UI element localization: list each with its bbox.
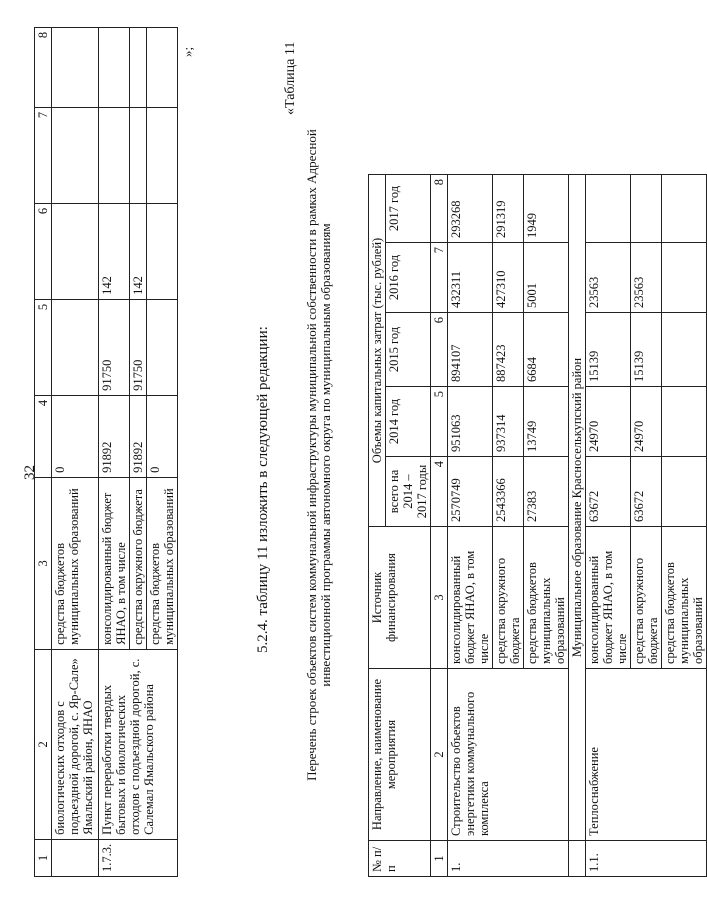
table-row (99, 27, 130, 876)
header-year: 2014 год (386, 387, 431, 457)
table-cell (662, 175, 707, 243)
table-row (586, 175, 631, 877)
table-cell: биологических отходов с подъездной дорогой, с. Яр-Сале» Ямальский район, ЯНАО (52, 649, 99, 839)
table-cell: 91750 (130, 299, 147, 395)
table-cell: 15139 (586, 313, 631, 387)
table-cell: средства бюджетов муниципальных образований (662, 527, 707, 669)
row-number: 1.1. (586, 841, 707, 877)
table-cell: 432311 (448, 243, 493, 313)
table-cell: 91892 (130, 395, 147, 477)
table-header-row (35, 27, 52, 876)
col-number: 1 (35, 839, 52, 876)
table-cell: 0 (147, 395, 178, 477)
table-cell (147, 299, 178, 395)
table-cell: 427310 (493, 243, 524, 313)
table-cell (52, 107, 99, 203)
table-cell (147, 27, 178, 107)
table-cell: средства окружного бюджета (493, 527, 524, 669)
municipality-name: Муниципальное образование Красноселькупский район (569, 175, 586, 841)
col-number: 3 (35, 477, 52, 649)
column-number-row (431, 175, 448, 877)
table-cell (662, 243, 707, 313)
table-cell: 1.7.3. (99, 839, 178, 876)
col-number: 5 (431, 387, 448, 457)
table-cell: 1949 (524, 175, 569, 243)
table-cell: 23563 (586, 243, 631, 313)
header-num: № п/п (369, 841, 431, 877)
table-cell: 293268 (448, 175, 493, 243)
col-number: 7 (431, 243, 448, 313)
header-year: 2017 год (386, 175, 431, 243)
header-volume: Объемы капитальных затрат (тыс. рублей) (369, 175, 386, 527)
table-cell: средства бюджетов муниципальных образований (52, 477, 99, 649)
table-cell: 23563 (631, 243, 662, 313)
table-cell (52, 299, 99, 395)
table-cell (569, 841, 586, 877)
table-cell: 2570749 (448, 457, 493, 527)
table-cell (130, 27, 147, 107)
table-cell: 142 (130, 203, 147, 299)
table-cell (586, 175, 631, 243)
table-11 (368, 174, 707, 877)
table-label: «Таблица 11 (283, 41, 298, 115)
header-year: 2016 год (386, 243, 431, 313)
municipality-row (569, 175, 586, 877)
table-cell (662, 313, 707, 387)
table-cell (52, 203, 99, 299)
table-cell: средства бюджетов муниципальных образований (524, 527, 569, 669)
col-number: 5 (35, 299, 52, 395)
col-number: 4 (35, 395, 52, 477)
table-cell (147, 203, 178, 299)
table-cell: 27383 (524, 457, 569, 527)
table-cell: 951063 (448, 387, 493, 457)
col-number: 7 (35, 107, 52, 203)
table-cell: 887423 (493, 313, 524, 387)
col-number: 6 (431, 313, 448, 387)
table-cell: 894107 (448, 313, 493, 387)
table-cell: 0 (52, 395, 99, 477)
continued-table (34, 27, 178, 877)
row-name: Теплоснабжение (586, 669, 707, 841)
table-cell (99, 27, 130, 107)
table-cell (52, 839, 99, 876)
table-cell: 15139 (631, 313, 662, 387)
row-number: 1. (448, 841, 569, 877)
table-header-row (369, 175, 386, 877)
table-cell: Пункт переработки твердых бытовых и биологических отходов с подъездной дорогой, с. Салемал Ямальского района (99, 649, 178, 839)
table-cell: средства бюджетов муниципальных образований (147, 477, 178, 649)
table-row (448, 175, 493, 877)
table-cell (662, 457, 707, 527)
table-cell: 142 (99, 203, 130, 299)
col-number: 1 (431, 841, 448, 877)
table-cell: консолидированный бюджет ЯНАО, в том числе (99, 477, 130, 649)
col-number: 3 (431, 527, 448, 669)
table-cell: 63672 (586, 457, 631, 527)
table-cell: 24970 (631, 387, 662, 457)
table-cell: 91892 (99, 395, 130, 477)
table-cell (631, 175, 662, 243)
table-cell: 291319 (493, 175, 524, 243)
col-number: 8 (35, 27, 52, 107)
table-cell: консолидированный бюджет ЯНАО, в том числе (586, 527, 631, 669)
closing-quote: »; (180, 46, 195, 57)
table-cell: 937314 (493, 387, 524, 457)
header-year: 2015 год (386, 313, 431, 387)
table-cell: 63672 (631, 457, 662, 527)
table-cell (130, 107, 147, 203)
page-number: 32 (22, 465, 38, 480)
table-cell: 91750 (99, 299, 130, 395)
header-source: Источник финансирования (369, 527, 431, 669)
header-total: всего на 2014 – 2017 годы (386, 457, 431, 527)
row-name: Строительство объектов энергетики коммунального комплекса (448, 669, 569, 841)
table-cell: средства окружного бюджета (130, 477, 147, 649)
col-number: 2 (431, 669, 448, 841)
table-cell: консолидированный бюджет ЯНАО, в том числе (448, 527, 493, 669)
table-cell: 5001 (524, 243, 569, 313)
table-row (52, 27, 99, 876)
table-cell (662, 387, 707, 457)
table-cell: 24970 (586, 387, 631, 457)
col-number: 2 (35, 649, 52, 839)
header-direction: Направление, наименование мероприятия (369, 669, 431, 841)
col-number: 8 (431, 175, 448, 243)
table-title: Перечень строек объектов систем коммунальной инфраструктуры муниципальной собственности в рамках Адресной инвестиционной программы автономного округа по муниципальным образованиям (304, 129, 333, 781)
table-cell (99, 107, 130, 203)
resolution-paragraph: 5.2.4. таблицу 11 изложить в следующей редакции: (255, 326, 271, 653)
table-cell: 13749 (524, 387, 569, 457)
table-cell: средства окружного бюджета (631, 527, 662, 669)
table-cell (52, 27, 99, 107)
col-number: 6 (35, 203, 52, 299)
col-number: 4 (431, 457, 448, 527)
table-cell (147, 107, 178, 203)
table-cell: 2543366 (493, 457, 524, 527)
table-cell: 6684 (524, 313, 569, 387)
